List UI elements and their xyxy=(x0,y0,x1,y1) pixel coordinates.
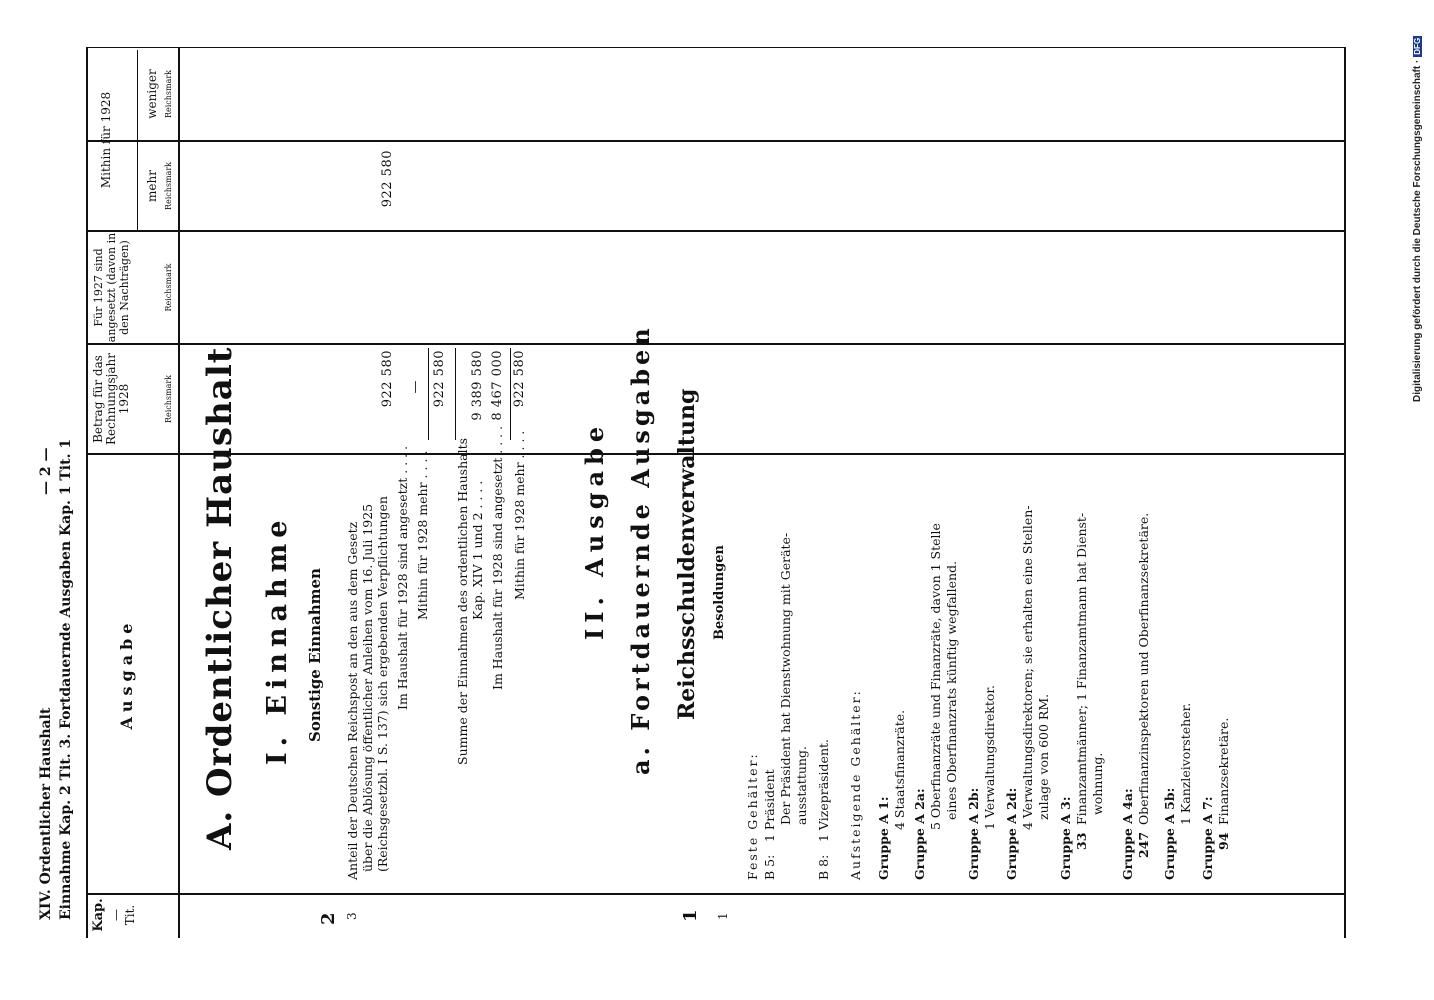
gruppe-a4a-line: Oberfinanzinspektoren und Oberfinanzsekretäre. xyxy=(1136,512,1151,825)
funding-note-text: Digitalisierung gefördert durch die Deutsche Forschungsgemeinschaft · xyxy=(1412,59,1423,402)
gruppe-a1: Gruppe A 1: xyxy=(876,796,891,880)
sonstige-title: Sonstige Einnahmen xyxy=(306,568,324,742)
a-line-3: (Reichsgesetzbl. I S. 137) sich ergebenden Verpflichtungen xyxy=(375,496,390,872)
aufsteigende-gehaelter: Aufsteigende Gehälter: xyxy=(848,689,863,880)
gruppe-a3-num: 33 xyxy=(1074,832,1089,850)
page-subtitle: Einnahme Kap. 2 Tit. 3. Fortdauernde Ausgaben Kap. 1 Tit. 1 xyxy=(58,438,74,920)
amount-922580-1: 922 580 xyxy=(380,350,395,408)
ausgabe-title: II. Ausgabe xyxy=(580,420,609,640)
col-divider-tit xyxy=(86,893,1346,895)
col-header-tit: Tit. xyxy=(123,904,137,926)
summe-line-2: Kap. XIV 1 und 2 . . . . xyxy=(470,480,485,620)
im-haushalt-2: Im Haushalt für 1928 sind angesetzt . . . . xyxy=(490,425,505,690)
gruppe-a5b: Gruppe A 5b: xyxy=(1162,787,1177,880)
gruppe-a3: Gruppe A 3: xyxy=(1058,796,1073,880)
gruppe-a7: Gruppe A 7: xyxy=(1200,796,1215,880)
im-haushalt-1: Im Haushalt für 1928 sind angesetzt . . . . xyxy=(395,445,410,710)
verwaltung-title: Reichsschuldenverwaltung xyxy=(674,388,700,720)
besoldungen-title: Besoldungen xyxy=(712,545,727,640)
a-line-2: über die Ablösung öffentlicher Anleihen vom 16. Juli 1925 xyxy=(360,503,375,872)
funding-note xyxy=(1410,8,1430,408)
amount-9389580: 9 389 580 xyxy=(470,350,485,421)
b8-line: 1 Vizepräsident. xyxy=(816,738,831,842)
col-header-weniger: weniger xyxy=(145,69,159,119)
gruppe-a3-line-2: wohnung. xyxy=(1090,752,1105,815)
einnahme-title: I. Einnahme xyxy=(262,514,293,765)
gruppe-a1-line: 4 Staatsfinanzräte. xyxy=(892,709,907,830)
sum-rule-2 xyxy=(455,348,456,440)
chapter-heading: XIV. Ordentlicher Haushalt xyxy=(38,707,54,920)
b5-line: 1 Präsident xyxy=(762,769,777,842)
gruppe-a5b-line: 1 Kanzleivorsteher. xyxy=(1178,702,1193,825)
col-header-1927-text: Für 1927 sind angesetzt (davon in den Nachträgen) xyxy=(92,232,131,343)
dash-amount: — xyxy=(408,380,423,394)
b5-label: B 5: xyxy=(762,854,777,880)
page-number: — 2 — xyxy=(38,447,54,495)
table-bottom-rule xyxy=(1344,48,1346,938)
gruppe-a2a-line-2: eines Oberfinanzrats künftig wegfallend. xyxy=(944,560,959,820)
col-unit-1927: Reichsmark xyxy=(164,263,173,312)
section-a-title: A. Ordentlicher Haushalt xyxy=(200,346,240,850)
gruppe-a2d-line-1: 4 Verwaltungsdirektoren; sie erhalten eine Stellen- xyxy=(1020,505,1035,830)
col-divider-mehr xyxy=(86,140,1346,142)
col-divider-text xyxy=(86,453,1346,455)
mithin-split xyxy=(137,50,138,230)
fortdauernde-title: a. Fortdauernde Ausgaben xyxy=(626,324,655,775)
feste-gehaelter: Feste Gehälter: xyxy=(745,752,760,880)
mithin-mehr-2: Mithin für 1928 mehr . . . . xyxy=(512,430,527,600)
b5-note-2: ausstattung. xyxy=(794,746,809,825)
col-header-kap: Kap. xyxy=(91,898,106,932)
col-header-mithin: Mithin für 1928 xyxy=(99,91,113,189)
col-unit-betrag: Reichsmark xyxy=(164,374,173,424)
b5-note-1: Der Präsident hat Dienstwohnung mit Geräte- xyxy=(778,532,793,825)
gruppe-a3-line-1: Finanzamtmänner; 1 Finanzamtmann hat Dienst- xyxy=(1074,512,1089,825)
col-divider-weniger xyxy=(86,47,1346,48)
dfg-logo: DFG xyxy=(1413,37,1422,55)
col-header-ausgabe: Ausgabe xyxy=(117,618,136,730)
summe-line-1: Summe der Einnahmen des ordentlichen Haushalts xyxy=(455,437,470,765)
gruppe-a2b: Gruppe A 2b: xyxy=(966,787,981,880)
kap-1: 1 xyxy=(680,909,701,922)
a-line-1: Anteil der Deutschen Reichspost an den aus dem Gesetz xyxy=(345,521,360,880)
gruppe-a2d-line-2: zulage von 600 RM. xyxy=(1036,693,1051,820)
col-header-mehr: mehr xyxy=(145,170,159,202)
col-unit-weniger: Reichsmark xyxy=(164,69,173,119)
col-header-betrag xyxy=(92,345,131,453)
amount-8467000: 8 467 000 xyxy=(490,350,505,421)
gruppe-a2d: Gruppe A 2d: xyxy=(1004,787,1019,880)
gruppe-a2a: Gruppe A 2a: xyxy=(912,788,927,880)
gruppe-a4a-num: 247 xyxy=(1136,831,1151,858)
b8-label: B 8: xyxy=(816,854,831,880)
mehr-922580: 922 580 xyxy=(380,150,395,208)
gruppe-a7-line: Finanzsekretäre. xyxy=(1216,717,1231,825)
gruppe-a2b-line: 1 Verwaltungsdirektor. xyxy=(982,685,997,830)
col-divider-1927 xyxy=(86,230,1346,232)
table-header-rule xyxy=(178,48,180,938)
amount-922580-2: 922 580 xyxy=(432,350,447,408)
col-divider-betrag xyxy=(86,343,1346,345)
tit-1: 1 xyxy=(716,912,730,920)
table-top-rule xyxy=(86,48,88,938)
col-header-1927 xyxy=(92,232,131,343)
sum-rule-1 xyxy=(428,348,429,440)
col-header-betrag-text: Betrag für das Rechnungsjahr 1928 xyxy=(91,353,131,445)
col-unit-mehr: Reichsmark xyxy=(164,161,173,211)
mithin-mehr-1: Mithin für 1928 mehr . . . . xyxy=(415,450,430,620)
gruppe-a4a: Gruppe A 4a: xyxy=(1120,788,1135,880)
tit-3: 3 xyxy=(345,912,359,920)
amount-922580-final: 922 580 xyxy=(512,350,527,408)
col-header-dash: — xyxy=(109,909,123,921)
gruppe-a2a-line-1: 5 Oberfinanzräte und Finanzräte, davon 1 Stelle xyxy=(928,523,943,830)
gruppe-a7-num: 94 xyxy=(1216,832,1231,850)
kap-2: 2 xyxy=(318,912,339,925)
sum-rule-3 xyxy=(510,348,511,440)
